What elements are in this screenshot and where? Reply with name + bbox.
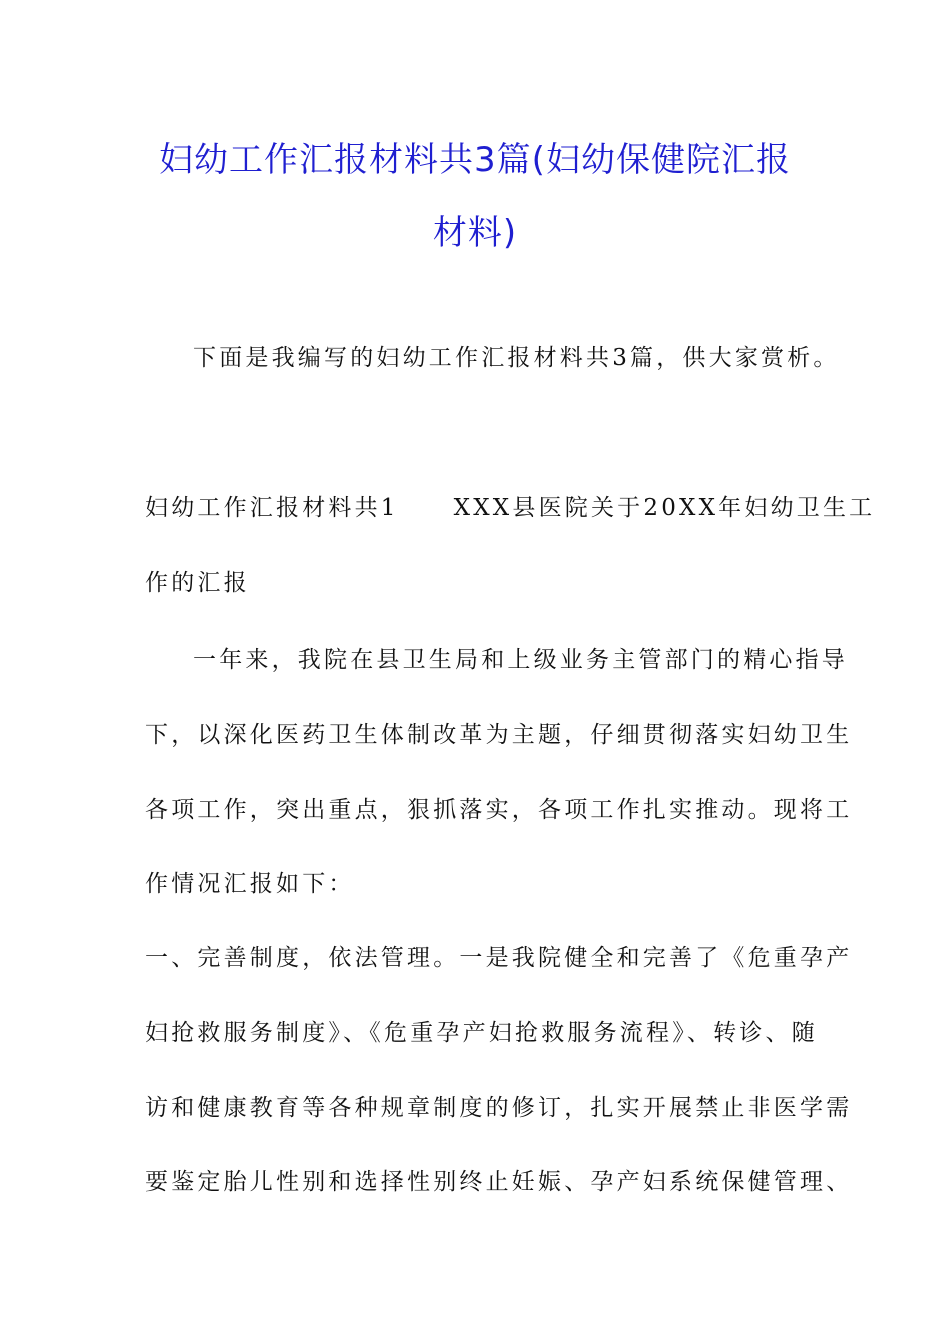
document-title-line-1: 妇幼工作汇报材料共3篇(妇幼保健院汇报 [159, 140, 791, 180]
paragraph-2-line-2: 妇抢救服务制度》、《危重孕产妇抢救服务流程》、转诊、随 [145, 1020, 818, 1046]
paragraph-2-line-3: 访和健康教育等各种规章制度的修订，扎实开展禁止非医学需 [145, 1095, 853, 1121]
section-heading-continued: 作的汇报 [145, 570, 250, 596]
paragraph-1-line-1: 一年来，我院在县卫生局和上级业务主管部门的精心指导 [193, 647, 848, 673]
paragraph-1-line-3: 各项工作，突出重点，狠抓落实，各项工作扎实推动。现将工 [145, 797, 853, 823]
document-title-line-2: 材料) [432, 213, 518, 253]
paragraph-1-line-4: 作情况汇报如下： [145, 871, 355, 897]
section-heading [145, 493, 876, 523]
paragraph-2-line-1: 一、完善制度，依法管理。一是我院健全和完善了《危重孕产 [145, 945, 853, 971]
section-heading-part-1: 妇幼工作汇报材料共1 [145, 495, 399, 521]
intro-text: 下面是我编写的妇幼工作汇报材料共3篇，供大家赏析。 [193, 345, 840, 371]
paragraph-1-line-2: 下，以深化医药卫生体制改革为主题，仔细贯彻落实妇幼卫生 [145, 722, 853, 748]
section-heading-part-2: XXX县医院关于20XX年妇幼卫生工 [453, 495, 876, 521]
paragraph-2-line-4: 要鉴定胎儿性别和选择性别终止妊娠、孕产妇系统保健管理、 [145, 1169, 853, 1195]
